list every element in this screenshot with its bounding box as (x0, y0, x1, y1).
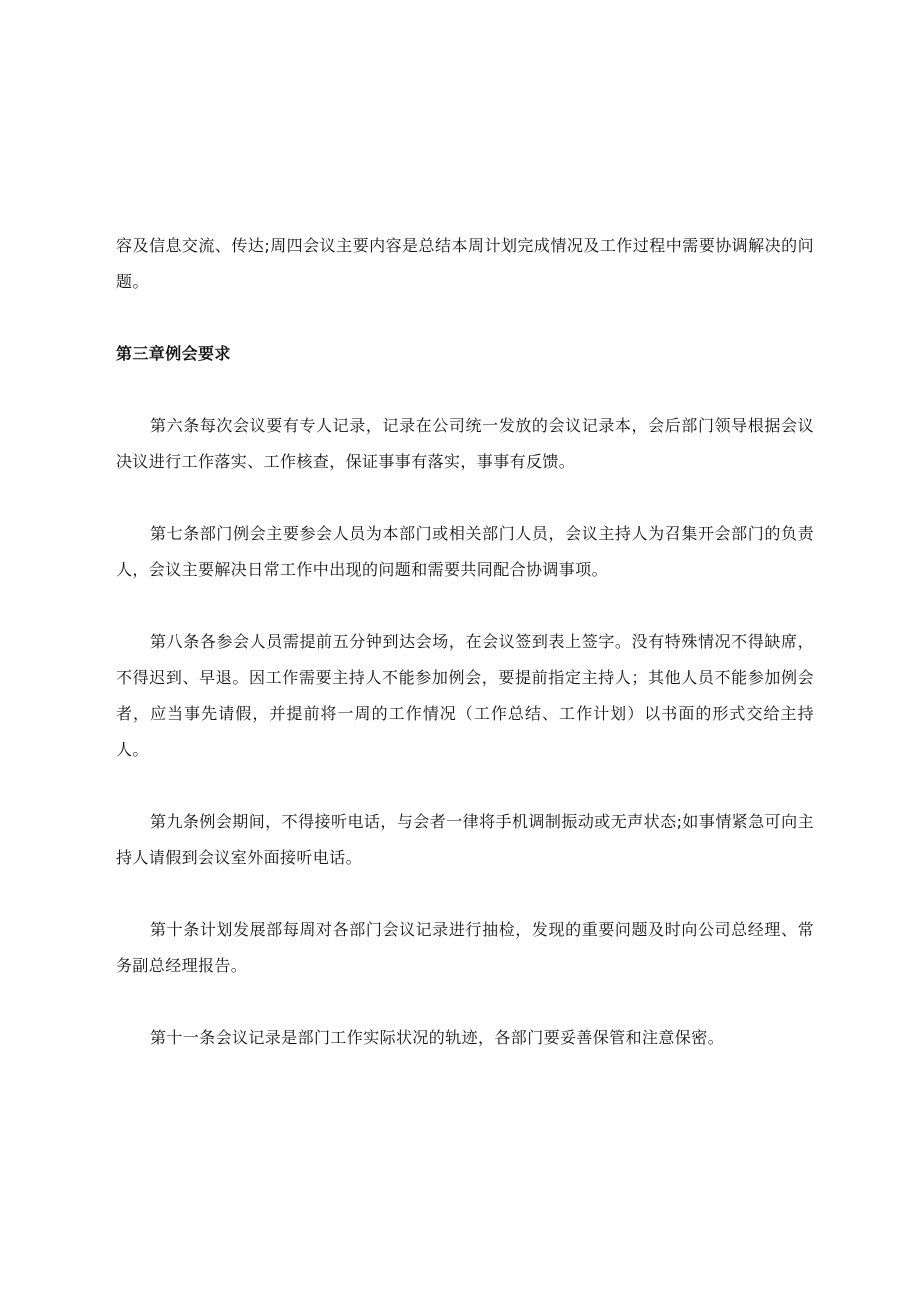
document-body (116, 228, 814, 1056)
article-10: 第十条计划发展部每周对各部门会议记录进行抽检，发现的重要问题及时向公司总经理、常务副总经理报告。 (116, 920, 814, 975)
spacer (116, 300, 814, 336)
spacer (116, 372, 814, 408)
article-9: 第九条例会期间，不得接听电话，与会者一律将手机调制振动或无声状态;如事情紧急可向主持人请假到会议室外面接听电话。 (116, 812, 814, 867)
spacer (116, 768, 814, 804)
article-6: 第六条每次会议要有专人记录，记录在公司统一发放的会议记录本，会后部门领导根据会议决议进行工作落实、工作核查，保证事事有落实，事事有反馈。 (116, 416, 814, 471)
article-8: 第八条各参会人员需提前五分钟到达会场，在会议签到表上签字。没有特殊情况不得缺席，不得迟到、早退。因工作需要主持人不能参加例会，要提前指定主持人；其他人员不能参加例会者，应当事先请假，并提前将一周的工作情况（工作总结、工作计划）以书面的形式交给主持人。 (116, 632, 814, 759)
spacer (116, 588, 814, 624)
chapter-heading: 第三章例会要求 (116, 344, 231, 363)
spacer (116, 480, 814, 516)
article-7: 第七条部门例会主要参会人员为本部门或相关部门人员，会议主持人为召集开会部门的负责人，会议主要解决日常工作中出现的问题和需要共同配合协调事项。 (116, 524, 814, 579)
spacer (116, 876, 814, 912)
article-11: 第十一条会议记录是部门工作实际状况的轨迹，各部门要妥善保管和注意保密。 (150, 1028, 725, 1047)
intro-paragraph: 容及信息交流、传达;周四会议主要内容是总结本周计划完成情况及工作过程中需要协调解决的问题。 (116, 236, 814, 291)
spacer (116, 984, 814, 1020)
